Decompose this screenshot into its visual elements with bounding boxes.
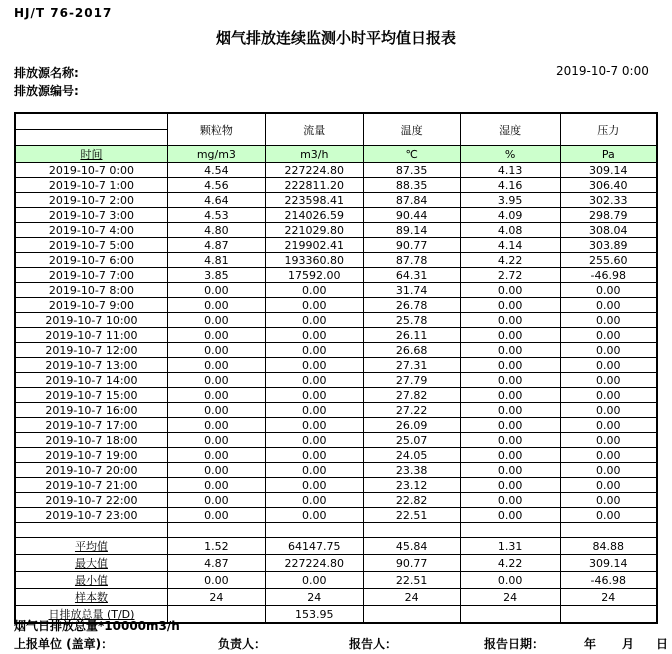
value-cell: 0.00 (167, 343, 265, 358)
value-cell: 0.00 (460, 463, 560, 478)
value-cell: 0.00 (265, 343, 363, 358)
value-cell: 0.00 (460, 373, 560, 388)
value-cell: 0.00 (560, 463, 657, 478)
value-cell: 0.00 (265, 358, 363, 373)
summary-value-cell: 45.84 (363, 538, 460, 555)
table-row (15, 418, 657, 433)
table-row (15, 373, 657, 388)
time-cell: 2019-10-7 5:00 (15, 238, 167, 253)
value-cell: 87.35 (363, 163, 460, 178)
value-cell: 0.00 (460, 283, 560, 298)
value-cell: 0.00 (560, 508, 657, 523)
time-cell: 2019-10-7 12:00 (15, 343, 167, 358)
unit-header-2: m3/h (265, 146, 363, 163)
value-cell: 214026.59 (265, 208, 363, 223)
value-cell: 0.00 (560, 403, 657, 418)
value-cell: 0.00 (265, 508, 363, 523)
value-cell: 309.14 (560, 163, 657, 178)
value-cell: 0.00 (167, 448, 265, 463)
value-cell: 302.33 (560, 193, 657, 208)
value-cell: 4.54 (167, 163, 265, 178)
summary-value-cell: 1.31 (460, 538, 560, 555)
table-row (15, 328, 657, 343)
time-cell: 2019-10-7 6:00 (15, 253, 167, 268)
value-cell: 4.56 (167, 178, 265, 193)
time-cell: 2019-10-7 2:00 (15, 193, 167, 208)
unit-header-3: ℃ (363, 146, 460, 163)
table-row (15, 208, 657, 223)
summary-value-cell: 24 (167, 589, 265, 606)
value-cell: 4.13 (460, 163, 560, 178)
column-header-5: 压力 (560, 113, 657, 146)
value-cell: 3.95 (460, 193, 560, 208)
column-header-1: 颗粒物 (167, 113, 265, 146)
summary-value-cell: 90.77 (363, 555, 460, 572)
report-date-label: 报告日期： (484, 637, 545, 651)
time-cell: 2019-10-7 19:00 (15, 448, 167, 463)
summary-value-cell: 22.51 (363, 572, 460, 589)
value-cell: 0.00 (167, 313, 265, 328)
summary-label: 平均值 (15, 538, 167, 555)
spacer-row (15, 523, 657, 538)
standard-number: HJ/T 76-2017 (14, 6, 113, 20)
summary-value-cell: 0.00 (265, 572, 363, 589)
unit-header-4: % (460, 146, 560, 163)
table-row (15, 448, 657, 463)
value-cell: 0.00 (560, 298, 657, 313)
value-cell: 308.04 (560, 223, 657, 238)
value-cell: 0.00 (560, 433, 657, 448)
value-cell: 0.00 (460, 418, 560, 433)
time-header-split-bottom (15, 130, 167, 146)
summary-value-cell: -46.98 (560, 572, 657, 589)
value-cell: 4.09 (460, 208, 560, 223)
value-cell: 4.80 (167, 223, 265, 238)
value-cell: 0.00 (460, 493, 560, 508)
value-cell: 27.31 (363, 358, 460, 373)
value-cell: 0.00 (460, 433, 560, 448)
value-cell: 64.31 (363, 268, 460, 283)
value-cell: 0.00 (460, 313, 560, 328)
value-cell: 0.00 (167, 478, 265, 493)
time-cell: 2019-10-7 7:00 (15, 268, 167, 283)
value-cell: 0.00 (167, 373, 265, 388)
value-cell: 0.00 (167, 388, 265, 403)
value-cell: 24.05 (363, 448, 460, 463)
table-row (15, 223, 657, 238)
value-cell: 193360.80 (265, 253, 363, 268)
summary-value-cell: 24 (460, 589, 560, 606)
responsible-person-label: 负责人： (218, 637, 267, 651)
value-cell: 0.00 (265, 283, 363, 298)
time-cell: 2019-10-7 1:00 (15, 178, 167, 193)
table-row (15, 283, 657, 298)
value-cell: 0.00 (265, 448, 363, 463)
report-datetime: 2019-10-7 0:00 (556, 64, 649, 78)
report-unit-label: 上报单位 (盖章)： (14, 637, 114, 651)
value-cell: 0.00 (560, 328, 657, 343)
value-cell: 0.00 (560, 313, 657, 328)
value-cell: 0.00 (167, 418, 265, 433)
column-header-2: 流量 (265, 113, 363, 146)
value-cell: 22.82 (363, 493, 460, 508)
year-label: 年 (584, 637, 597, 651)
value-cell: 0.00 (265, 388, 363, 403)
value-cell: 0.00 (265, 403, 363, 418)
daily-total-note: 烟气日排放总量*10000m3/h (14, 619, 180, 633)
monitoring-table (14, 112, 658, 624)
value-cell: 2.72 (460, 268, 560, 283)
value-cell: 0.00 (560, 478, 657, 493)
summary-value-cell (560, 606, 657, 624)
time-cell: 2019-10-7 21:00 (15, 478, 167, 493)
value-cell: 0.00 (560, 493, 657, 508)
value-cell: 25.78 (363, 313, 460, 328)
value-cell: 4.22 (460, 253, 560, 268)
value-cell: 0.00 (265, 493, 363, 508)
value-cell: 90.77 (363, 238, 460, 253)
value-cell: 0.00 (460, 478, 560, 493)
table-row (15, 178, 657, 193)
value-cell: 0.00 (167, 403, 265, 418)
value-cell: 0.00 (265, 298, 363, 313)
summary-row (15, 572, 657, 589)
table-row (15, 433, 657, 448)
value-cell: 4.14 (460, 238, 560, 253)
value-cell: 0.00 (560, 388, 657, 403)
value-cell: 298.79 (560, 208, 657, 223)
value-cell: 0.00 (265, 433, 363, 448)
table-row (15, 343, 657, 358)
value-cell: 0.00 (460, 358, 560, 373)
value-cell: 0.00 (265, 313, 363, 328)
value-cell: 4.53 (167, 208, 265, 223)
value-cell: 17592.00 (265, 268, 363, 283)
table-row (15, 268, 657, 283)
value-cell: 303.89 (560, 238, 657, 253)
value-cell: 26.68 (363, 343, 460, 358)
table-row (15, 403, 657, 418)
empty-cell (15, 523, 167, 538)
table-row (15, 463, 657, 478)
value-cell: 227224.80 (265, 163, 363, 178)
summary-value-cell: 24 (560, 589, 657, 606)
value-cell: 0.00 (460, 388, 560, 403)
time-cell: 2019-10-7 4:00 (15, 223, 167, 238)
summary-value-cell: 227224.80 (265, 555, 363, 572)
time-cell: 2019-10-7 8:00 (15, 283, 167, 298)
table-row (15, 508, 657, 523)
unit-header-5: Pa (560, 146, 657, 163)
value-cell: 90.44 (363, 208, 460, 223)
time-cell: 2019-10-7 14:00 (15, 373, 167, 388)
summary-row (15, 555, 657, 572)
value-cell: 0.00 (460, 328, 560, 343)
summary-value-cell (363, 606, 460, 624)
empty-cell (167, 523, 265, 538)
value-cell: 27.22 (363, 403, 460, 418)
table-row (15, 163, 657, 178)
value-cell: 219902.41 (265, 238, 363, 253)
summary-value-cell: 1.52 (167, 538, 265, 555)
time-cell: 2019-10-7 0:00 (15, 163, 167, 178)
value-cell: 0.00 (167, 298, 265, 313)
value-cell: 4.64 (167, 193, 265, 208)
value-cell: 255.60 (560, 253, 657, 268)
summary-value-cell: 153.95 (265, 606, 363, 624)
time-cell: 2019-10-7 10:00 (15, 313, 167, 328)
value-cell: 0.00 (460, 508, 560, 523)
value-cell: 0.00 (265, 418, 363, 433)
value-cell: 0.00 (560, 418, 657, 433)
source-name-label: 排放源名称: (14, 66, 79, 80)
time-cell: 2019-10-7 23:00 (15, 508, 167, 523)
summary-value-cell: 84.88 (560, 538, 657, 555)
summary-value-cell: 0.00 (460, 572, 560, 589)
value-cell: 0.00 (167, 493, 265, 508)
time-header: 时间 (15, 146, 167, 163)
summary-value-cell: 64147.75 (265, 538, 363, 555)
value-cell: 23.38 (363, 463, 460, 478)
month-label: 月 (622, 637, 635, 651)
summary-value-cell: 4.22 (460, 555, 560, 572)
value-cell: 0.00 (167, 433, 265, 448)
value-cell: 0.00 (560, 373, 657, 388)
reporter-label: 报告人： (349, 637, 398, 651)
value-cell: 306.40 (560, 178, 657, 193)
table-row (15, 253, 657, 268)
value-cell: 4.87 (167, 238, 265, 253)
time-cell: 2019-10-7 16:00 (15, 403, 167, 418)
day-label: 日 (656, 637, 669, 651)
value-cell: 27.82 (363, 388, 460, 403)
summary-value-cell: 0.00 (167, 572, 265, 589)
summary-value-cell: 24 (363, 589, 460, 606)
time-cell: 2019-10-7 17:00 (15, 418, 167, 433)
value-cell: 0.00 (460, 343, 560, 358)
value-cell: 0.00 (265, 463, 363, 478)
value-cell: 0.00 (167, 358, 265, 373)
time-cell: 2019-10-7 3:00 (15, 208, 167, 223)
table-row (15, 238, 657, 253)
table-row (15, 388, 657, 403)
value-cell: 26.11 (363, 328, 460, 343)
summary-value-cell (460, 606, 560, 624)
value-cell: 25.07 (363, 433, 460, 448)
empty-cell (265, 523, 363, 538)
table-row (15, 478, 657, 493)
value-cell: 0.00 (560, 283, 657, 298)
table-row (15, 313, 657, 328)
table-row (15, 193, 657, 208)
value-cell: 31.74 (363, 283, 460, 298)
table-row (15, 493, 657, 508)
summary-label: 样本数 (15, 589, 167, 606)
value-cell: 0.00 (560, 343, 657, 358)
value-cell: 0.00 (265, 328, 363, 343)
unit-header-1: mg/m3 (167, 146, 265, 163)
page-title: 烟气排放连续监测小时平均值日报表 (215, 29, 456, 47)
value-cell: 0.00 (460, 403, 560, 418)
value-cell: -46.98 (560, 268, 657, 283)
value-cell: 87.84 (363, 193, 460, 208)
summary-value-cell: 309.14 (560, 555, 657, 572)
value-cell: 87.78 (363, 253, 460, 268)
value-cell: 4.08 (460, 223, 560, 238)
value-cell: 88.35 (363, 178, 460, 193)
value-cell: 22.51 (363, 508, 460, 523)
value-cell: 0.00 (460, 448, 560, 463)
value-cell: 221029.80 (265, 223, 363, 238)
summary-value-cell (167, 606, 265, 624)
summary-row (15, 538, 657, 555)
value-cell: 23.12 (363, 478, 460, 493)
value-cell: 27.79 (363, 373, 460, 388)
time-header-split-top (15, 113, 167, 130)
time-cell: 2019-10-7 20:00 (15, 463, 167, 478)
value-cell: 4.81 (167, 253, 265, 268)
source-code-label: 排放源编号: (14, 84, 79, 98)
value-cell: 0.00 (265, 373, 363, 388)
summary-value-cell: 4.87 (167, 555, 265, 572)
value-cell: 0.00 (460, 298, 560, 313)
value-cell: 0.00 (560, 358, 657, 373)
time-cell: 2019-10-7 11:00 (15, 328, 167, 343)
value-cell: 26.78 (363, 298, 460, 313)
value-cell: 222811.20 (265, 178, 363, 193)
time-cell: 2019-10-7 9:00 (15, 298, 167, 313)
column-header-4: 湿度 (460, 113, 560, 146)
value-cell: 0.00 (167, 463, 265, 478)
value-cell: 3.85 (167, 268, 265, 283)
empty-cell (363, 523, 460, 538)
value-cell: 4.16 (460, 178, 560, 193)
summary-row (15, 589, 657, 606)
value-cell: 0.00 (265, 478, 363, 493)
value-cell: 0.00 (167, 283, 265, 298)
empty-cell (560, 523, 657, 538)
table-row (15, 358, 657, 373)
value-cell: 89.14 (363, 223, 460, 238)
value-cell: 223598.41 (265, 193, 363, 208)
value-cell: 26.09 (363, 418, 460, 433)
summary-label: 最大值 (15, 555, 167, 572)
table-row (15, 298, 657, 313)
value-cell: 0.00 (560, 448, 657, 463)
value-cell: 0.00 (167, 328, 265, 343)
summary-value-cell: 24 (265, 589, 363, 606)
time-cell: 2019-10-7 22:00 (15, 493, 167, 508)
time-cell: 2019-10-7 18:00 (15, 433, 167, 448)
time-cell: 2019-10-7 15:00 (15, 388, 167, 403)
summary-label: 日排放总量 (T/D) (15, 606, 167, 624)
value-cell: 0.00 (167, 508, 265, 523)
summary-label: 最小值 (15, 572, 167, 589)
time-cell: 2019-10-7 13:00 (15, 358, 167, 373)
empty-cell (460, 523, 560, 538)
column-header-3: 温度 (363, 113, 460, 146)
